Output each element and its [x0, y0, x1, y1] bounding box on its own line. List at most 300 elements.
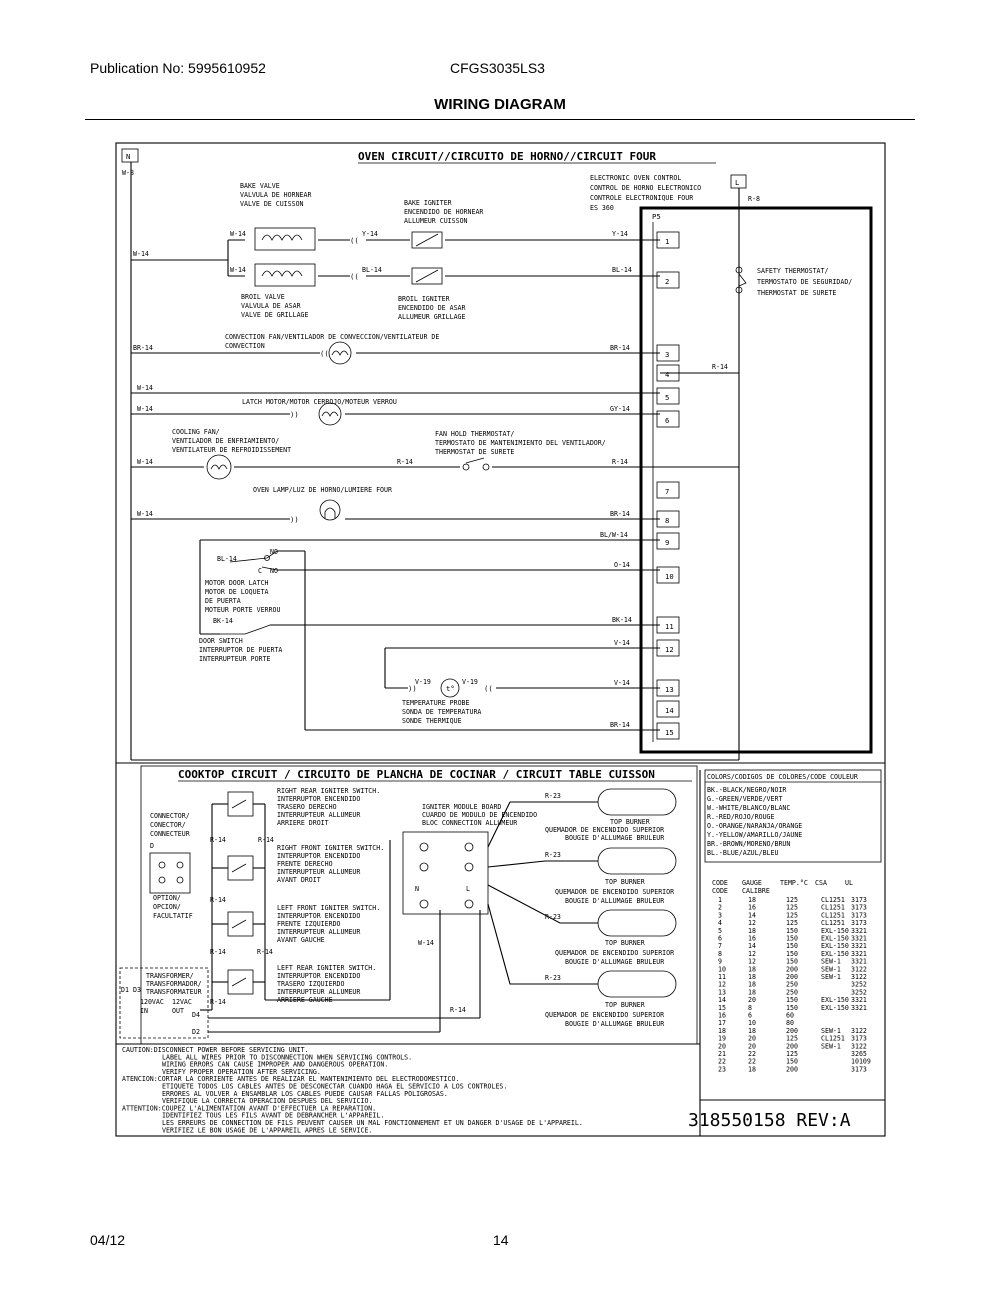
gauge-cell: 15: [718, 1003, 726, 1012]
bake-igniter-label: ENCENDIDO DE HORNEAR: [404, 208, 484, 216]
wire-label: BL-14: [217, 555, 237, 563]
gauge-cell: 14: [748, 911, 756, 920]
gauge-header: UL: [845, 879, 853, 887]
caution-line: ATENCION:CORTAR LA CORRIENTE ANTES DE REALIZAR EL MANTENIMIENTO DEL ELECTRODOMESTICO.: [122, 1075, 460, 1084]
caution-line: ETIQUETE TODOS LOS CABLES ANTES DE DESCONECTAR CUANDO HAGA EL SERVICIO A LOS CONTROLES.: [162, 1082, 508, 1091]
gauge-cell: 3122: [851, 973, 867, 981]
gauge-cell: 10: [748, 1019, 756, 1028]
bake-igniter-label: ALLUMEUR CUISSON: [404, 217, 468, 225]
gauge-cell: 22: [718, 1057, 726, 1066]
igniter-module-icon: [403, 832, 488, 914]
color-code-item: O.-ORANGE/NARANJA/ORANGE: [707, 822, 803, 830]
gauge-cell: 150: [786, 942, 798, 951]
gauge-cell: 18: [748, 973, 756, 981]
wire-label: BL-14: [362, 266, 382, 274]
door-latch-label: MOTOR DOOR LATCH: [205, 579, 269, 587]
oven-control-box: [641, 208, 871, 752]
gauge-cell: 125: [786, 919, 798, 928]
gauge-cell: 18: [748, 896, 756, 904]
module-n-label: N: [415, 885, 419, 893]
wire-label: V-19: [415, 678, 431, 686]
wire-label: R-14: [612, 458, 628, 466]
wire-label: W-14: [137, 405, 153, 413]
gauge-cell: 250: [786, 980, 798, 989]
gauge-cell: 3321: [851, 996, 867, 1005]
gauge-cell: 12: [718, 980, 726, 989]
wire-label: R-14: [257, 948, 273, 956]
door-switch-label: DOOR SWITCH: [199, 637, 243, 645]
broil-valve-label: VALVE DE GRILLAGE: [241, 311, 309, 319]
broil-igniter-label: ALLUMEUR GRILLAGE: [398, 313, 466, 321]
wire-label: BL/W-14: [600, 531, 628, 539]
gauge-header: CODE: [712, 879, 728, 887]
gauge-cell: 14: [718, 996, 726, 1005]
gauge-cell: 20: [748, 1042, 756, 1051]
gauge-cell: SEW-1: [821, 1026, 841, 1035]
gauge-cell: 3122: [851, 1026, 867, 1035]
connector-label: CONNECTOR/: [150, 812, 190, 820]
gauge-cell: 3173: [851, 919, 867, 928]
gauge-cell: 2: [718, 903, 722, 912]
gauge-cell: 200: [786, 1065, 798, 1074]
publication-number: Publication No: 5995610952: [90, 60, 266, 76]
broil-valve-label: BROIL VALVE: [241, 293, 285, 301]
transformer-label: TRANSFORMADOR/: [146, 980, 202, 988]
gauge-cell: 125: [786, 911, 798, 920]
wire-label: R-14: [712, 363, 728, 371]
lr-switch-label: LEFT REAR IGNITER SWITCH.: [277, 964, 377, 972]
fan-hold-contact-1: [463, 464, 469, 470]
gauge-cell: CL1251: [821, 903, 845, 912]
lf-switch-label: INTERRUPTEUR ALLUMEUR: [277, 928, 361, 936]
rr-switch-label: ARRIERE DROIT: [277, 819, 329, 827]
gauge-cell: 12: [748, 949, 756, 958]
color-code-item: BL.-BLUE/AZUL/BLEU: [707, 849, 779, 857]
gauge-cell: 14: [748, 942, 756, 951]
gauge-cell: EXL-150: [821, 949, 849, 958]
gauge-header: TEMP.°C: [780, 879, 808, 887]
gauge-cell: 9: [718, 957, 722, 966]
gauge-cell: 3173: [851, 1065, 867, 1074]
color-code-title: COLORS/CODIGOS DE COLORES/CODE COULEUR: [707, 773, 858, 781]
gauge-cell: 3265: [851, 1050, 867, 1058]
gauge-cell: 20: [748, 1034, 756, 1043]
transformer-label: 120VAC: [140, 998, 164, 1006]
transformer-pin: D3: [133, 986, 141, 994]
svg-text:((: ((: [484, 684, 493, 693]
safety-label-3: THERMOSTAT DE SURETE: [757, 289, 837, 297]
caution-line: WIRING ERRORS CAN CAUSE IMPROPER AND DANGEROUS OPERATION.: [162, 1060, 389, 1069]
wire-label: BR-14: [610, 344, 630, 352]
color-code-item: W.-WHITE/BLANCO/BLANC: [707, 804, 791, 812]
rr-switch-label: TRASERO DERECHO: [277, 803, 337, 811]
burner-label: QUEMADOR DE ENCENDIDO SUPERIOR: [555, 949, 675, 957]
color-code-item: R.-RED/ROJO/ROUGE: [707, 813, 775, 821]
connector-icon: )): [290, 515, 299, 524]
wire-label: W-14: [137, 384, 153, 392]
gauge-cell: 200: [786, 1026, 798, 1035]
door-latch-label: DE PUERTA: [205, 597, 241, 605]
wire-label: R-14: [258, 836, 274, 844]
wire-w8: W-8: [122, 169, 134, 177]
gauge-cell: 200: [786, 1042, 798, 1051]
lf-switch-label: FRENTE IZQUIERDO: [277, 920, 341, 928]
p5-pin-number: 15: [665, 728, 674, 737]
gauge-cell: 3173: [851, 1034, 867, 1043]
gauge-cell: 13: [718, 988, 726, 997]
gauge-cell: 3321: [851, 934, 867, 943]
wire-r8: R-8: [748, 195, 760, 203]
connector-label: D: [150, 842, 154, 850]
connector-icon: ((: [320, 349, 329, 358]
transformer-label: TRANSFORMER/: [146, 972, 194, 980]
broil-valve-icon: [255, 264, 315, 286]
lr-switch-label: INTERRUPTEUR ALLUMEUR: [277, 988, 361, 996]
wire-label: BK-14: [612, 616, 632, 624]
safety-label-1: SAFETY THERMOSTAT/: [757, 267, 829, 275]
p5-pin-number: 13: [665, 685, 674, 694]
footer-date: 04/12: [90, 1232, 126, 1248]
burner-label: BOUGIE D'ALLUMAGE BRULEUR: [565, 897, 665, 905]
door-switch: [220, 625, 270, 634]
safety-label-2: TERMOSTATO DE SEGURIDAD/: [757, 278, 853, 286]
gauge-cell: 8: [718, 949, 722, 958]
wire-label: GY-14: [610, 405, 630, 413]
burner-label: TOP BURNER: [605, 878, 645, 886]
p5-pin-number: 7: [665, 487, 670, 496]
p5-label: P5: [652, 212, 661, 221]
wire-label: Y-14: [362, 230, 378, 238]
color-code-list: [707, 786, 802, 857]
gauge-cell: EXL-150: [821, 942, 849, 951]
broil-igniter-label: ENCENDIDO DE ASAR: [398, 304, 466, 312]
oven-lamp-label: OVEN LAMP/LUZ DE HORNO/LUMIERE FOUR: [253, 486, 392, 494]
gauge-cell: 3122: [851, 965, 867, 974]
page-title: WIRING DIAGRAM: [434, 96, 566, 113]
p5-pin-number: 10: [665, 572, 674, 581]
caution-line: VERIFY PROPER OPERATION AFTER SERVICING.: [162, 1067, 321, 1076]
gauge-header: CSA: [815, 879, 827, 887]
gauge-cell: 3321: [851, 926, 867, 935]
gauge-cell: 18: [748, 980, 756, 989]
wire-label: V-19: [462, 678, 478, 686]
gauge-cell: 150: [786, 1003, 798, 1012]
wire-label: O-14: [614, 561, 630, 569]
transformer-pin: D2: [192, 1028, 200, 1036]
cooling-fan-label: COOLING FAN/: [172, 428, 220, 436]
convection-fan-label: CONVECTION FAN/VENTILADOR DE CONVECCION/VENTILATEUR DE: [225, 333, 440, 341]
gauge-cell: 18: [748, 1026, 756, 1035]
rr-switch-label: INTERRUPTOR ENCENDIDO: [277, 795, 361, 803]
gauge-cell: 125: [786, 896, 798, 904]
caution-line: ATTENTION:COUPEZ L'ALIMENTATION AVANT D'EFFECTUER LA REPARATION.: [122, 1104, 377, 1113]
fan-hold-switch: [466, 458, 484, 463]
wire-label: BL-14: [612, 266, 632, 274]
gauge-cell: 10109: [851, 1057, 871, 1066]
gauge-cell: EXL-150: [821, 1003, 849, 1012]
lr-switch-label: ARRIERE GAUCHE: [277, 996, 333, 1004]
door-latch-label: MOTOR DE LOQUETA: [205, 588, 269, 596]
gauge-cell: 18: [748, 965, 756, 974]
gauge-cell: SEW-1: [821, 1042, 841, 1051]
gauge-cell: 8: [748, 1003, 752, 1012]
switch-no-label: NO: [270, 567, 278, 575]
broil-igniter-label: BROIL IGNITER: [398, 295, 450, 303]
wire-label: R-23: [545, 851, 561, 859]
fan-hold-contact-2: [483, 464, 489, 470]
cooktop-circuit-title: COOKTOP CIRCUIT / CIRCUITO DE PLANCHA DE COCINAR / CIRCUIT TABLE CUISSON: [178, 768, 655, 781]
transformer-label: OUT: [172, 1007, 184, 1015]
gauge-cell: CL1251: [821, 896, 845, 904]
gauge-cell: SEW-1: [821, 957, 841, 966]
p5-pin-number: 5: [665, 393, 670, 402]
gauge-cell: 19: [718, 1034, 726, 1043]
caution-line: VERIFIEZ LE BON USAGE DE L'APPAREIL APRES LE SERVICE.: [162, 1126, 373, 1135]
broil-valve-coil: [262, 271, 302, 276]
latch-motor-icon: [319, 403, 341, 425]
gauge-cell: 6: [718, 934, 722, 943]
gauge-cell: 125: [786, 1034, 798, 1043]
gauge-cell: 200: [786, 965, 798, 974]
gauge-table: [712, 879, 871, 1073]
gauge-cell: 150: [786, 996, 798, 1005]
caution-line: VERIFIQUE LA CORRECTA OPERACION DESPUES DEL SERVICIO.: [162, 1097, 373, 1106]
footer-page: 14: [493, 1232, 509, 1248]
wire-label: R-14: [210, 896, 226, 904]
gauge-cell: CL1251: [821, 1034, 845, 1043]
wire-label: BR-14: [610, 721, 630, 729]
color-code-item: G.-GREEN/VERDE/VERT: [707, 795, 783, 803]
gauge-cell: 16: [748, 903, 756, 912]
oven-circuit-title: OVEN CIRCUIT//CIRCUITO DE HORNO//CIRCUIT FOUR: [358, 150, 657, 163]
gauge-cell: 150: [786, 957, 798, 966]
wire-label: V-14: [614, 639, 630, 647]
bake-valve-label: VALVE DE CUISSON: [240, 200, 304, 208]
cooling-fan-icon: [207, 455, 231, 479]
connector-label: CONECTOR/: [150, 821, 186, 829]
rr-switch-label: INTERRUPTEUR ALLUMEUR: [277, 811, 361, 819]
gauge-cell: 12: [748, 919, 756, 928]
p5-pin-number: 6: [665, 416, 670, 425]
lr-switch-label: INTERRUPTOR ENCENDIDO: [277, 972, 361, 980]
connector-d-icon: [150, 853, 190, 893]
gauge-cell: 17: [718, 1019, 726, 1028]
burner-label: QUEMADOR DE ENCENDIDO SUPERIOR: [555, 888, 675, 896]
burner-label: TOP BURNER: [605, 1001, 645, 1009]
wire-label: BR-14: [610, 510, 630, 518]
wire-label: R-23: [545, 792, 561, 800]
rf-switch-label: RIGHT FRONT IGNITER SWITCH.: [277, 844, 385, 852]
transformer-pin: D1: [121, 986, 129, 994]
cooling-fan-label: VENTILADOR DE ENFRIAMIENTO/: [172, 437, 280, 445]
gauge-cell: 60: [786, 1011, 794, 1020]
gauge-cell: 18: [718, 1026, 726, 1035]
rr-switch-label: RIGHT REAR IGNITER SWITCH.: [277, 787, 381, 795]
gauge-cell: 18: [748, 1065, 756, 1074]
burner-label: QUEMADOR DE ENCENDIDO SUPERIOR: [545, 1011, 665, 1019]
module-l-label: L: [466, 885, 470, 893]
door-switch-label: INTERRUPTOR DE PUERTA: [199, 646, 283, 654]
wire-label: R-14: [210, 948, 226, 956]
burner-label: BOUGIE D'ALLUMAGE BRULEUR: [565, 1020, 665, 1028]
gauge-cell: EXL-150: [821, 996, 849, 1005]
gauge-cell: SEW-1: [821, 973, 841, 981]
convection-fan-icon: [329, 342, 351, 364]
gauge-cell: 6: [748, 1011, 752, 1020]
wire-label: R-14: [210, 836, 226, 844]
gauge-cell: 4: [718, 919, 722, 928]
gauge-cell: 3321: [851, 957, 867, 966]
lr-switch-label: TRASERO IZQUIERDO: [277, 980, 345, 988]
color-code-item: BR.-BROWN/MORENO/BRUN: [707, 840, 791, 848]
part-number: 318550158 REV:A: [688, 1110, 851, 1131]
l-label: L: [735, 178, 740, 187]
burner-label: BOUGIE D'ALLUMAGE BRULEUR: [565, 958, 665, 966]
gauge-cell: 1: [718, 896, 722, 904]
gauge-cell: 150: [786, 1057, 798, 1066]
broil-valve-label: VALVULA DE ASAR: [241, 302, 301, 310]
gauge-header: GAUGE: [742, 879, 762, 887]
wire-label: W-14: [230, 230, 246, 238]
rf-switch-label: INTERRUPTOR ENCENDIDO: [277, 852, 361, 860]
gauge-cell: EXL-150: [821, 934, 849, 943]
fan-hold-label: THERMOSTAT DE SURETE: [435, 448, 515, 456]
gauge-cell: 150: [786, 934, 798, 943]
control-label-1: ELECTRONIC OVEN CONTROL: [590, 174, 682, 182]
gauge-subheader: CODE: [712, 887, 728, 895]
transformer-label: IN: [140, 1007, 148, 1015]
bake-igniter-label: BAKE IGNITER: [404, 199, 452, 207]
p5-pin-number: 3: [665, 350, 670, 359]
caution-line: LABEL ALL WIRES PRIOR TO DISCONNECTION WHEN SERVICING CONTROLS.: [162, 1053, 413, 1062]
wire-label: W-14: [230, 266, 246, 274]
caution-line: ERRORES AL VOLVER A ENSAMBLAR LOS CABLES PUEDE CAUSAR FALLAS POLIGROSAS.: [162, 1089, 448, 1098]
switch-no-label: NO: [270, 548, 278, 556]
wire-label: R-23: [545, 974, 561, 982]
temp-probe-label: TEMPERATURE PROBE: [402, 699, 470, 707]
temp-probe-label: SONDE THERMIQUE: [402, 717, 462, 725]
connector-icon: ((: [350, 272, 359, 281]
rf-switch-label: FRENTE DERECHO: [277, 860, 333, 868]
p5-pin-number: 8: [665, 516, 670, 525]
gauge-cell: 3122: [851, 1042, 867, 1051]
gauge-cell: 21: [718, 1050, 726, 1058]
gauge-cell: 80: [786, 1019, 794, 1028]
switch-c-label: C: [258, 567, 262, 575]
gauge-cell: 23: [718, 1065, 726, 1074]
wire-label: R-14: [210, 998, 226, 1006]
transformer-label: TRANSFORMATEUR: [146, 988, 202, 996]
bake-valve-coil: [262, 235, 302, 240]
module-label: BLOC CONNECTION ALLUMEUR: [422, 819, 518, 827]
oven-lamp-icon: [320, 500, 340, 520]
color-code-item: Y.-YELLOW/AMARILLO/JAUNE: [707, 831, 803, 839]
option-label: OPTION/: [153, 894, 181, 902]
gauge-cell: 150: [786, 926, 798, 935]
gauge-cell: 5: [718, 926, 722, 935]
p5-pin-number: 12: [665, 645, 674, 654]
option-label: OPCION/: [153, 903, 181, 911]
gauge-cell: 125: [786, 1050, 798, 1058]
control-label-4: ES 360: [590, 204, 614, 212]
fan-hold-label: FAN HOLD THERMOSTAT/: [435, 430, 515, 438]
gauge-cell: 200: [786, 973, 798, 981]
burner-label: TOP BURNER: [610, 818, 650, 826]
wire-label: Y-14: [612, 230, 628, 238]
convection-fan-label: CONVECTION: [225, 342, 265, 350]
gauge-cell: 3173: [851, 903, 867, 912]
color-code-item: BK.-BLACK/NEGRO/NOIR: [707, 786, 787, 794]
cooling-fan-label: VENTILATEUR DE REFROIDISSEMENT: [172, 446, 292, 454]
gauge-cell: 3252: [851, 988, 867, 997]
bake-valve-icon: [255, 228, 315, 250]
gauge-cell: 12: [748, 957, 756, 966]
module-label: CUARDO DE MODULO DE ENCENDIDO: [422, 811, 538, 819]
gauge-cell: 16: [748, 934, 756, 943]
gauge-cell: CL1251: [821, 919, 845, 928]
gauge-cell: 125: [786, 903, 798, 912]
gauge-cell: 11: [718, 973, 726, 981]
p5-pin-number: 1: [665, 237, 670, 246]
gauge-cell: 20: [748, 996, 756, 1005]
burner-label: TOP BURNER: [605, 939, 645, 947]
latch-motor-label: LATCH MOTOR/MOTOR CERROJO/MOTEUR VERROU: [242, 398, 397, 406]
caution-line: CAUTION:DISCONNECT POWER BEFORE SERVICING UNIT.: [122, 1046, 309, 1054]
gauge-cell: 3173: [851, 911, 867, 920]
n-label: N: [126, 152, 131, 161]
wire-label: V-14: [614, 679, 630, 687]
wire-label: BK-14: [213, 617, 233, 625]
door-latch-label: MOTEUR PORTE VERROU: [205, 606, 281, 614]
control-label-3: CONTROLE ELECTRONIQUE FOUR: [590, 194, 694, 202]
temp-probe-label: SONDA DE TEMPERATURA: [402, 708, 482, 716]
burner-label: QUEMADOR DE ENCENDIDO SUPERIOR: [545, 826, 665, 834]
caution-line: LES ERREURS DE CONNECTION DE FILS PEUVENT CAUSER UN MAL FONCTIONNEMENT ET UN DANGER D'USAGE DE L'APPAREIL.: [162, 1119, 583, 1127]
wire-label: R-23: [545, 913, 561, 921]
door-switch-label: INTERRUPTEUR PORTE: [199, 655, 271, 663]
gauge-cell: 3: [718, 911, 722, 920]
rf-switch-label: AVANT DROIT: [277, 876, 321, 884]
gauge-subheader: CALIBRE: [742, 887, 770, 895]
gauge-cell: 3321: [851, 942, 867, 951]
gauge-cell: 150: [786, 949, 798, 958]
model-number: CFGS3035LS3: [450, 60, 545, 76]
gauge-cell: 22: [748, 1057, 756, 1066]
burner-label: BOUGIE D'ALLUMAGE BRULEUR: [565, 834, 665, 842]
fan-hold-label: TERMOSTATO DE MANTENIMIENTO DEL VENTILADOR/: [435, 439, 606, 447]
p5-pin-number: 11: [665, 622, 674, 631]
gauge-cell: 22: [748, 1050, 756, 1058]
gauge-cell: 250: [786, 988, 798, 997]
gauge-cell: EXL-150: [821, 926, 849, 935]
gauge-cell: 3321: [851, 949, 867, 958]
p5-pin-number: 9: [665, 538, 670, 547]
svg-text:t°: t°: [446, 684, 455, 693]
wire-label: W-14: [133, 250, 149, 258]
gauge-cell: CL1251: [821, 911, 845, 920]
bake-valve-label: VALVULA DE HORNEAR: [240, 191, 312, 199]
gauge-cell: SEW-1: [821, 965, 841, 974]
transformer-pin: D4: [192, 1011, 200, 1019]
connector-label: CONNECTEUR: [150, 830, 190, 838]
control-label-2: CONTROL DE HORNO ELECTRONICO: [590, 184, 702, 192]
gauge-cell: 20: [718, 1042, 726, 1051]
caution-line: IDENTIFIEZ TOUS LES FILS AVANT DE DEBRANCHER L'APPAREIL.: [162, 1111, 385, 1120]
lf-switch-label: LEFT FRONT IGNITER SWITCH.: [277, 904, 381, 912]
option-label: FACULTATIF: [153, 912, 193, 920]
rf-switch-label: INTERRUPTEUR ALLUMEUR: [277, 868, 361, 876]
connector-icon: )): [290, 410, 299, 419]
